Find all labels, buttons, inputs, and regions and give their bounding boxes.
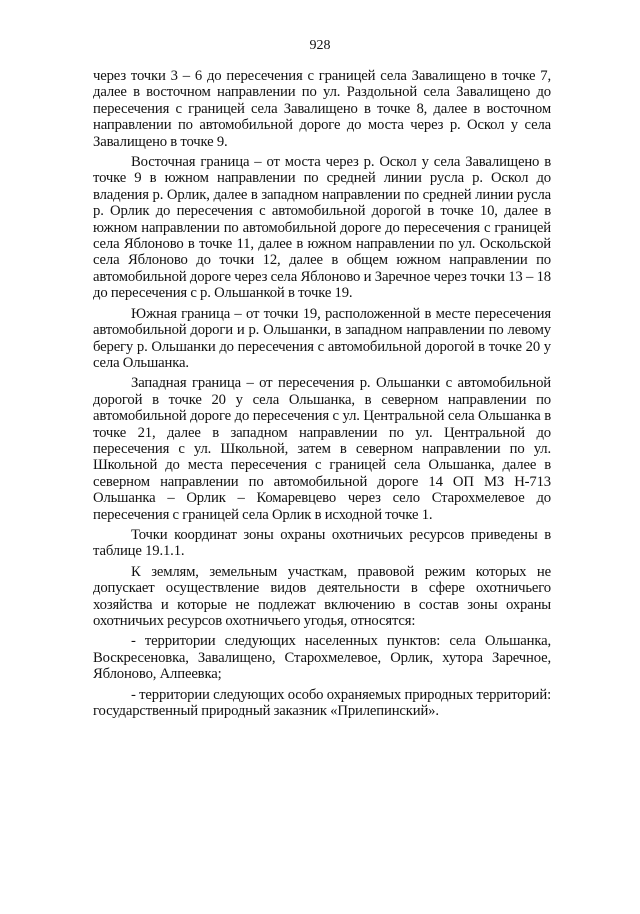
paragraph-excluded-lands: К землям, земельным участкам, правовой режим которых не допускает осуществление видов деятельности в сфере охотничьего хозяйства и которые не подлежат включению в состав зоны охраны охотничьих ресурсов охотничьего угодья, относятся: [93, 563, 551, 629]
list-item-protected-areas: - территории следующих особо охраняемых природных территорий: государственный природный заказник «Прилепинский». [93, 686, 551, 720]
paragraph-coordinates-note: Точки координат зоны охраны охотничьих ресурсов приведены в таблице 19.1.1. [93, 526, 551, 560]
list-item-settlements: - территории следующих населенных пунктов: села Ольшанка, Воскресеновка, Завалищено, Старохмелевое, Орлик, хутора Заречное, Яблоново, Алпеевка; [93, 633, 551, 683]
paragraph-eastern-boundary: Восточная граница – от моста через р. Оскол у села Завалищено в точке 9 в южном направлении по средней линии русла р. Оскол до владения р. Орлик, далее в западном направлении по средней линии русла р. Орлик до пересечения с автомобильной дорогой в точке 10, далее в южном направлении по автомобильной дороге до пересечения с границей села Яблоново в точке 11, далее в южном направлении по ул. Оскольской села Яблоново до точки 12, далее в общем южном направлении по автомобильной дороге через села Яблоново и Заречное через точки 13 – 18 до пересечения с р. Ольшанкой в точке 19. [93, 154, 551, 302]
document-body [93, 68, 551, 723]
paragraph-southern-boundary: Южная граница – от точки 19, расположенной в месте пересечения автомобильной дороги и р. Ольшанки, в западном направлении по левому берегу р. Ольшанки до пересечения с автомобильной дорогой в точке 20 у села Ольшанка. [93, 305, 551, 371]
page-number: 928 [309, 38, 331, 53]
paragraph-continuation: через точки 3 – 6 до пересечения с границей села Завалищено в точке 7, далее в восточном направлении по ул. Раздольной села Завалищено до пересечения с границей села Завалищено в точке 8, далее в восточном направлении по автомобильной дороге до моста через р. Оскол у села Завалищено в точке 9. [93, 68, 551, 150]
paragraph-western-boundary: Западная граница – от пересечения р. Ольшанки с автомобильной дорогой в точке 20 у села Ольшанка, в северном направлении по автомобильной дороге до пересечения с ул. Центральной села Ольшанка в точке 21, далее в западном направлении по ул. Центральной до пересечения с ул. Школьной, затем в северном направлении по ул. Школьной до места пересечения с границей села Ольшанка, далее в северном направлении по автомобильной дороге 14 ОП МЗ Н-713 Ольшанка – Орлик – Комаревцево через село Старохмелевое до пересечения с границей села Орлик в исходной точке 1. [93, 375, 551, 523]
